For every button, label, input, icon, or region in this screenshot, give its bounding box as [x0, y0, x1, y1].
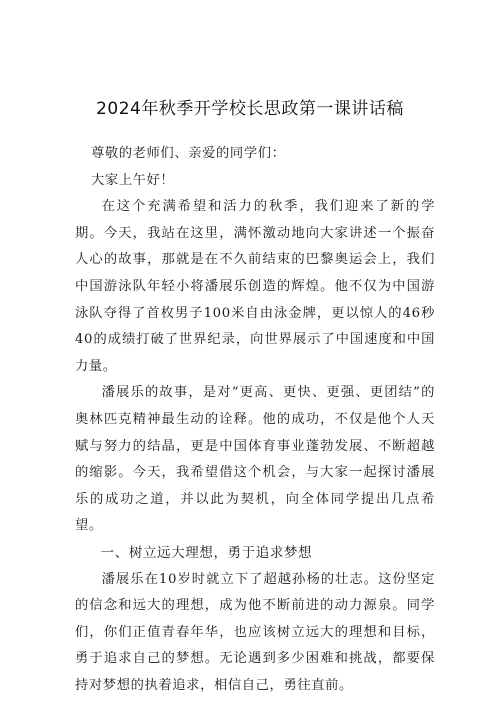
paragraph-olympic-spirit: 潘展乐的故事，是对“更高、更快、更强、更团结”的奥林匹克精神最生动的诠释。他的成功，不仅是他个人天赋与努力的结晶，更是中国体育事业蓬勃发展、不断超越的缩影。今天，我希望借这个机会，与大家一起探讨潘展乐的成功之道，并以此为契机，向全体同学提出几点希望。	[75, 385, 435, 534]
document-title: 2024年秋季开学校长思政第一课讲话稿	[96, 99, 404, 119]
greeting: 大家上午好！	[90, 172, 175, 188]
paragraph-olympics-story: 在这个充满希望和活力的秋季，我们迎来了新的学期。今天，我站在这里，满怀激动地向大家讲述一个振奋人心的故事，那就是在不久前结束的巴黎奥运会上，我们中国游泳队年轻小将潘展乐创造的辉煌。他不仅为中国游泳队夺得了首枚男子100米自由泳金牌，更以惊人的46秒40的成绩打破了世界纪录，向世界展示了中国速度和中国力量。	[75, 199, 435, 374]
salutation: 尊敬的老师们、亲爱的同学们：	[90, 146, 286, 161]
paragraph-ideals: 潘展乐在10岁时就立下了超越孙杨的壮志。这份坚定的信念和远大的理想，成为他不断前进的动力源泉。同学们，你们正值青春年华，也应该树立远大的理想和目标，勇于追求自己的梦想。无论遇到多少困难和挑战，都要保持对梦想的执着追求，相信自己，勇往直前。	[75, 571, 435, 693]
section-heading: 一、树立远大理想，勇于追求梦想	[100, 544, 313, 561]
document-body	[75, 141, 435, 699]
